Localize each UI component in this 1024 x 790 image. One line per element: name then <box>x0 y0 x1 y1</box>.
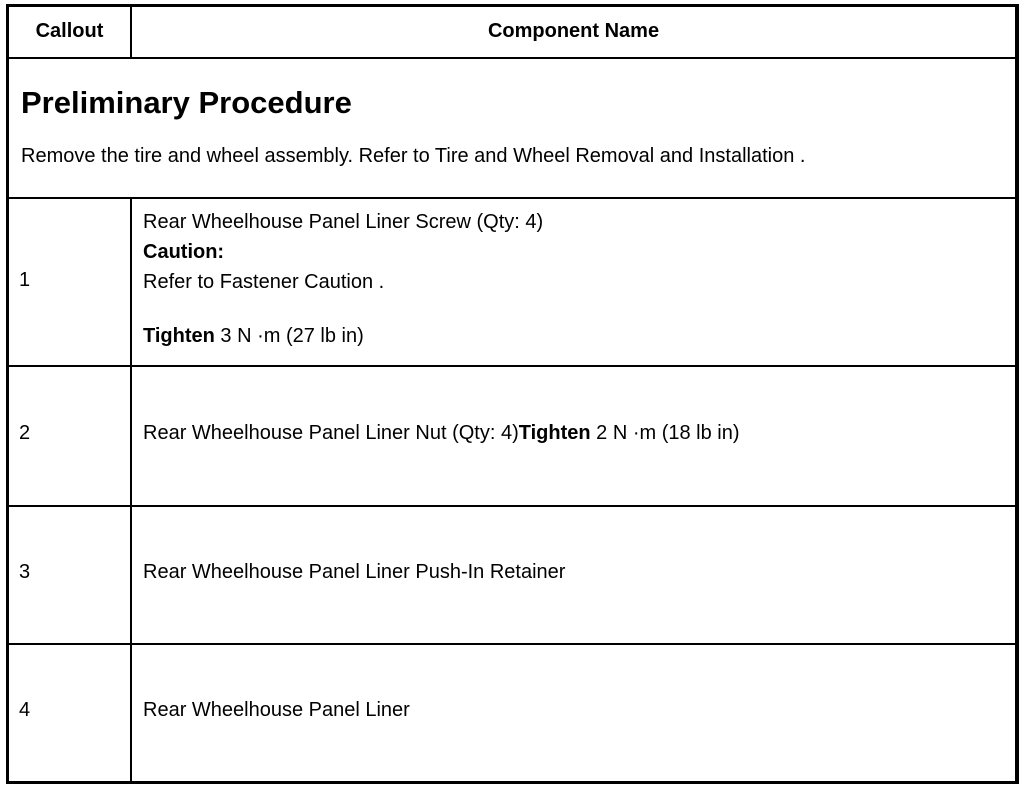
caution-label: Caution: <box>143 241 225 263</box>
component-table <box>6 4 1019 784</box>
header-callout: Callout <box>35 19 104 42</box>
preliminary-title: Preliminary Procedure <box>21 85 352 120</box>
component-name: Rear Wheelhouse Panel Liner Screw (Qty: 4) <box>143 211 544 233</box>
tighten-label: Tighten <box>518 422 591 444</box>
component-cell <box>143 207 543 351</box>
tighten-label: Tighten <box>143 325 215 347</box>
header-component-name: Component Name <box>487 19 660 42</box>
preliminary-text: Remove the tire and wheel assembly. Refer to Tire and Wheel Removal and Installation . <box>21 145 806 167</box>
callout-number: 3 <box>19 561 31 583</box>
component-cell <box>143 418 740 448</box>
preliminary-row <box>9 57 1015 199</box>
tighten-value: 3 N ·m (27 lb in) <box>214 325 364 347</box>
callout-number: 4 <box>19 699 31 721</box>
caution-text: Refer to Fastener Caution . <box>143 271 385 293</box>
column-divider <box>130 199 132 781</box>
callout-number: 1 <box>19 269 31 291</box>
tighten-value: 2 N ·m (18 lb in) <box>590 422 740 444</box>
callout-number: 2 <box>19 422 31 444</box>
component-name: Rear Wheelhouse Panel Liner Nut (Qty: 4) <box>143 422 519 444</box>
component-name: Rear Wheelhouse Panel Liner <box>143 699 410 721</box>
component-name: Rear Wheelhouse Panel Liner Push-In Retainer <box>143 561 566 583</box>
